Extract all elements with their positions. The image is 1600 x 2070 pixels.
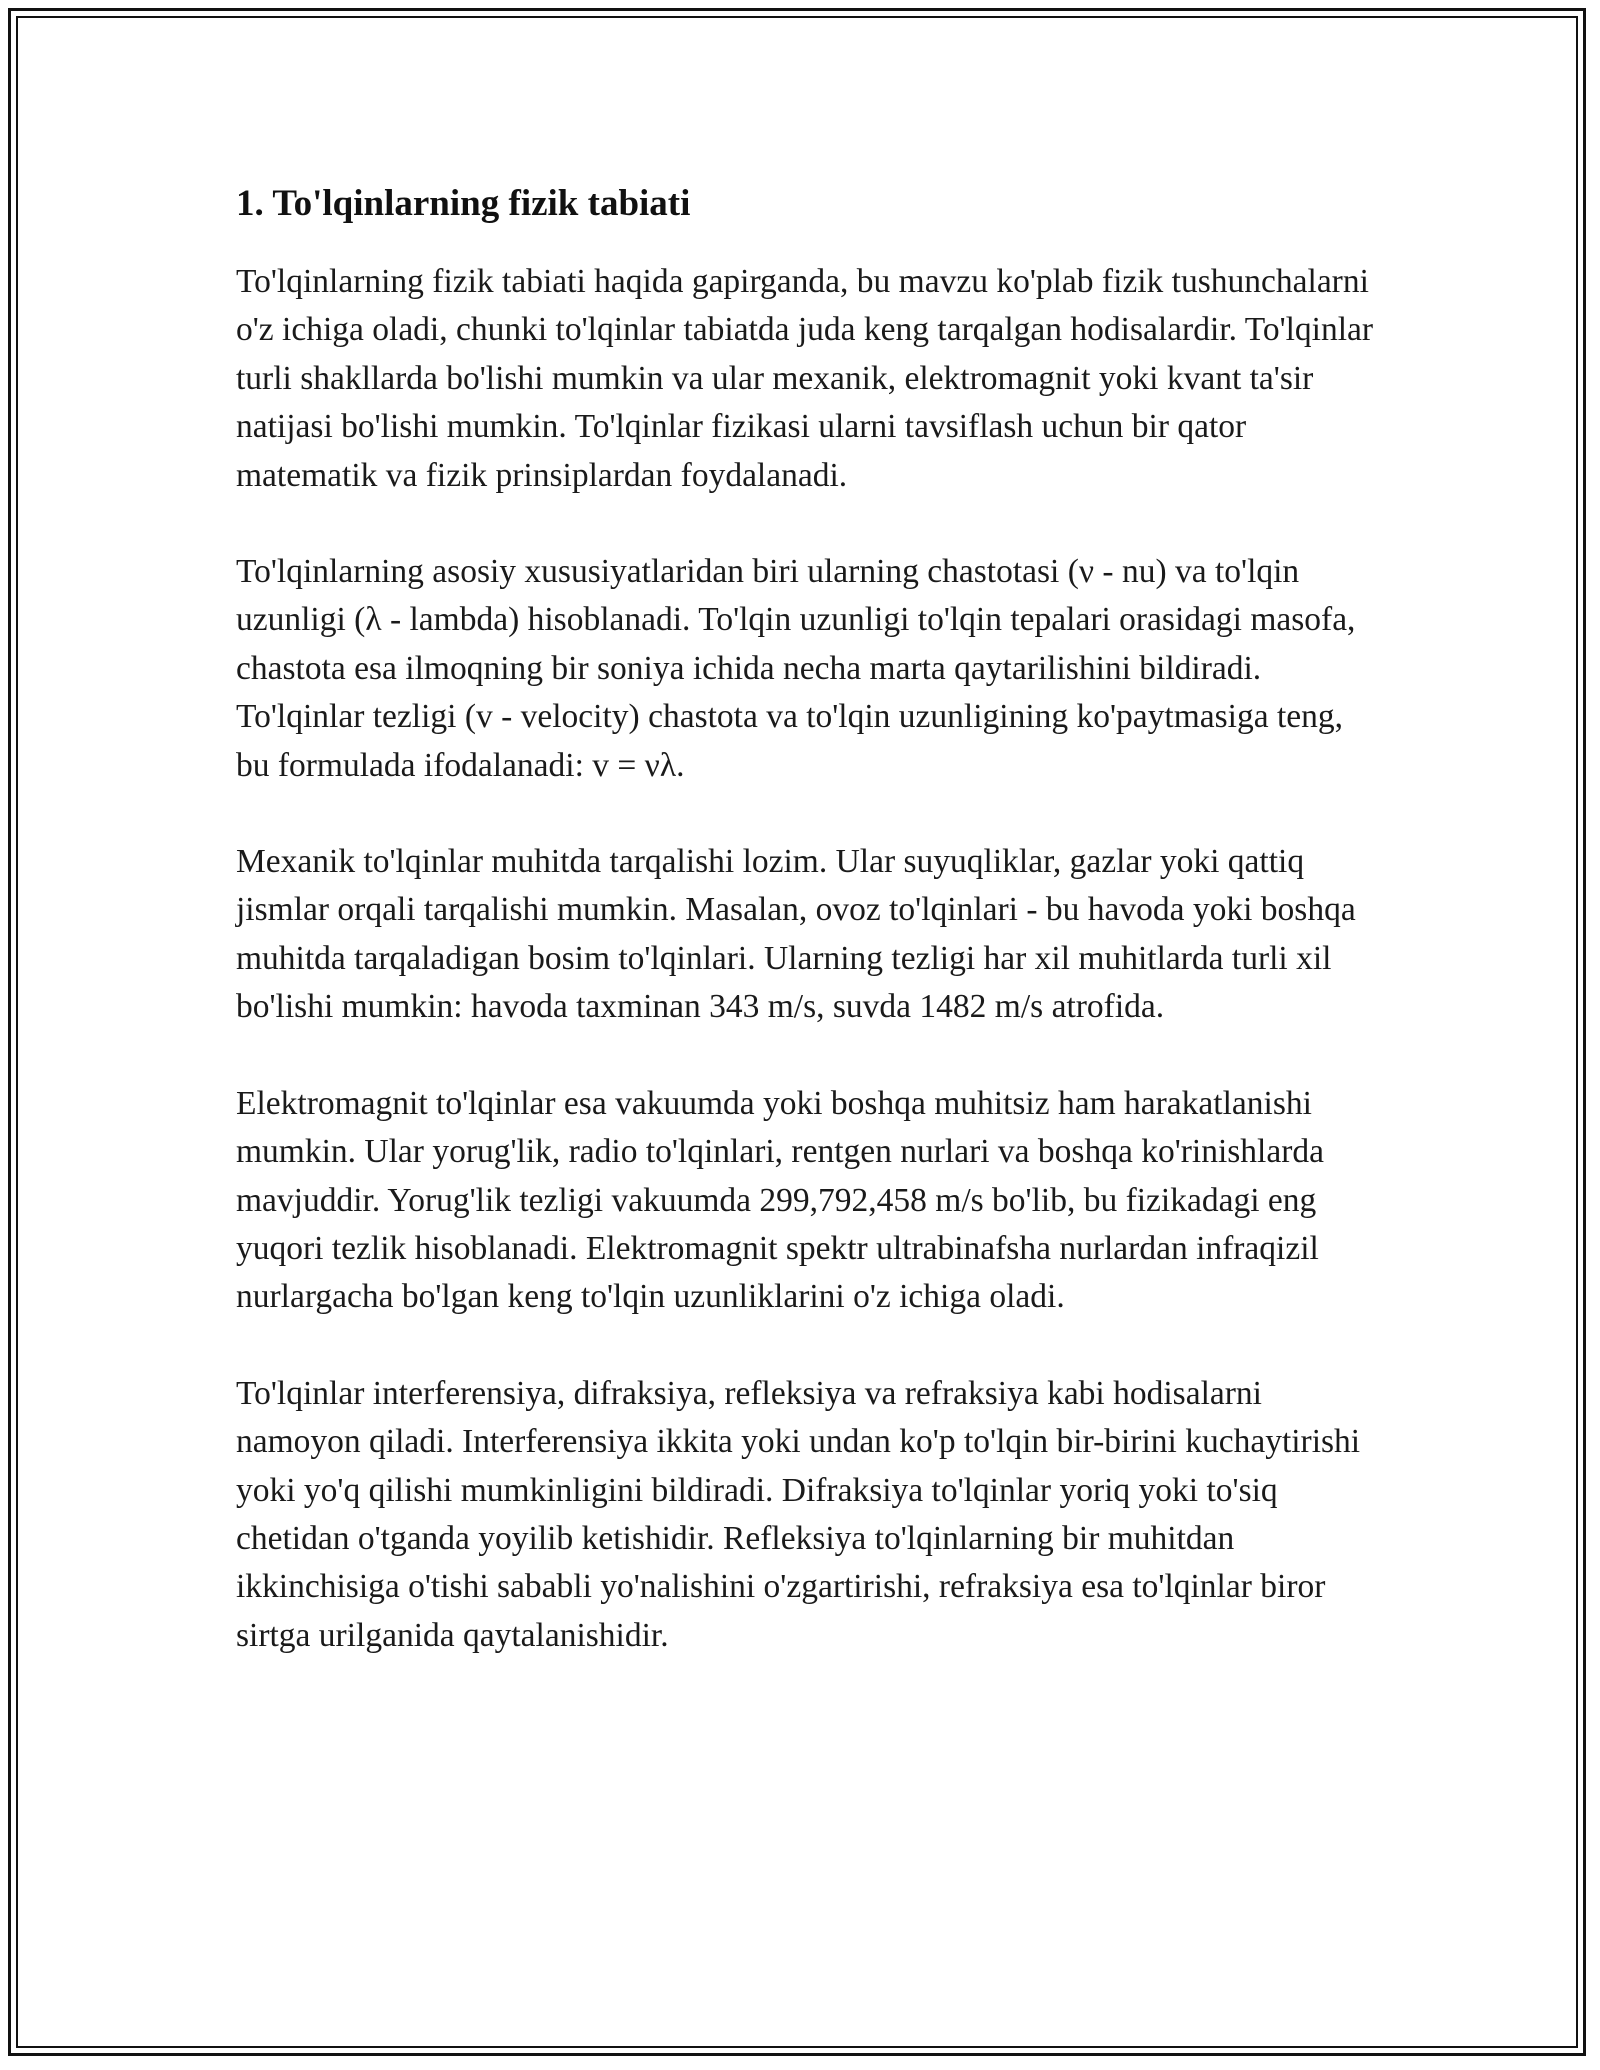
paragraph-2: To'lqinlarning asosiy xususiyatlaridan biri ularning chastotasi (ν - nu) va to'lqin uzunligi (λ - lambda) hisoblanadi. To'lqin uzunligi to'lqin tepalari orasidagi masofa, chastota esa ilmoqning bir soniya ichida necha marta qaytarilishini bildiradi. To'lqinlar tezligi (v - velocity) chastota va to'lqin uzunligining ko'paytmasiga teng, bu formulada ifodalanadi: v = νλ. (236, 553, 1356, 784)
paragraph-5: To'lqinlar interferensiya, difraksiya, refleksiya va refraksiya kabi hodisalarni namoyon qiladi. Interferensiya ikkita yoki undan ko'p to'lqin bir-birini kuchaytirishi yoki yo'q qilishi mumkinligini bildiradi. Difraksiya to'lqinlar yoriq yoki to'siq chetidan o'tganda yoyilib ketishidir. Refleksiya to'lqinlarning bir muhitdan ikkinchisiga o'tishi sababli yo'nalishini o'zgartirishi, refraksiya esa to'lqinlar biror sirtga urilganida qaytalanishidir. (236, 1374, 1361, 1654)
section-title: 1. To'lqinlarning fizik tabiati (236, 183, 691, 224)
paragraph-1: To'lqinlarning fizik tabiati haqida gapirganda, bu mavzu ko'plab fizik tushunchalarni o'z ichiga oladi, chunki to'lqinlar tabiatda juda keng tarqalgan hodisalardir. To'lqinlar turli shakllarda bo'lishi mumkin va ular mexanik, elektromagnit yoki kvant ta'sir natijasi bo'lishi mumkin. To'lqinlar fizikasi ularni tavsiflash uchun bir qator matematik va fizik prinsiplardan foydalanadi. (236, 263, 1374, 494)
paragraph-4: Elektromagnit to'lqinlar esa vakuumda yoki boshqa muhitsiz ham harakatlanishi mumkin. Ular yorug'lik, radio to'lqinlari, rentgen nurlari va boshqa ko'rinishlarda mavjuddir. Yorug'lik tezligi vakuumda 299,792,458 m/s bo'lib, bu fizikadagi eng yuqori tezlik hisoblanadi. Elektromagnit spektr ultrabinafsha nurlardan infraqizil nurlargacha bo'lgan keng to'lqin uzunliklarini o'z ichiga oladi. (236, 1084, 1324, 1316)
document-body (236, 180, 1376, 1708)
paragraph-3: Mexanik to'lqinlar muhitda tarqalishi lozim. Ular suyuqliklar, gazlar yoki qattiq jismlar orqali tarqalishi mumkin. Masalan, ovoz to'lqinlari - bu havoda yoki boshqa muhitda tarqaladigan bosim to'lqinlari. Ularning tezligi har xil muhitlarda turli xil bo'lishi mumkin: havoda taxminan 343 m/s, suvda 1482 m/s atrofida. (236, 843, 1356, 1026)
